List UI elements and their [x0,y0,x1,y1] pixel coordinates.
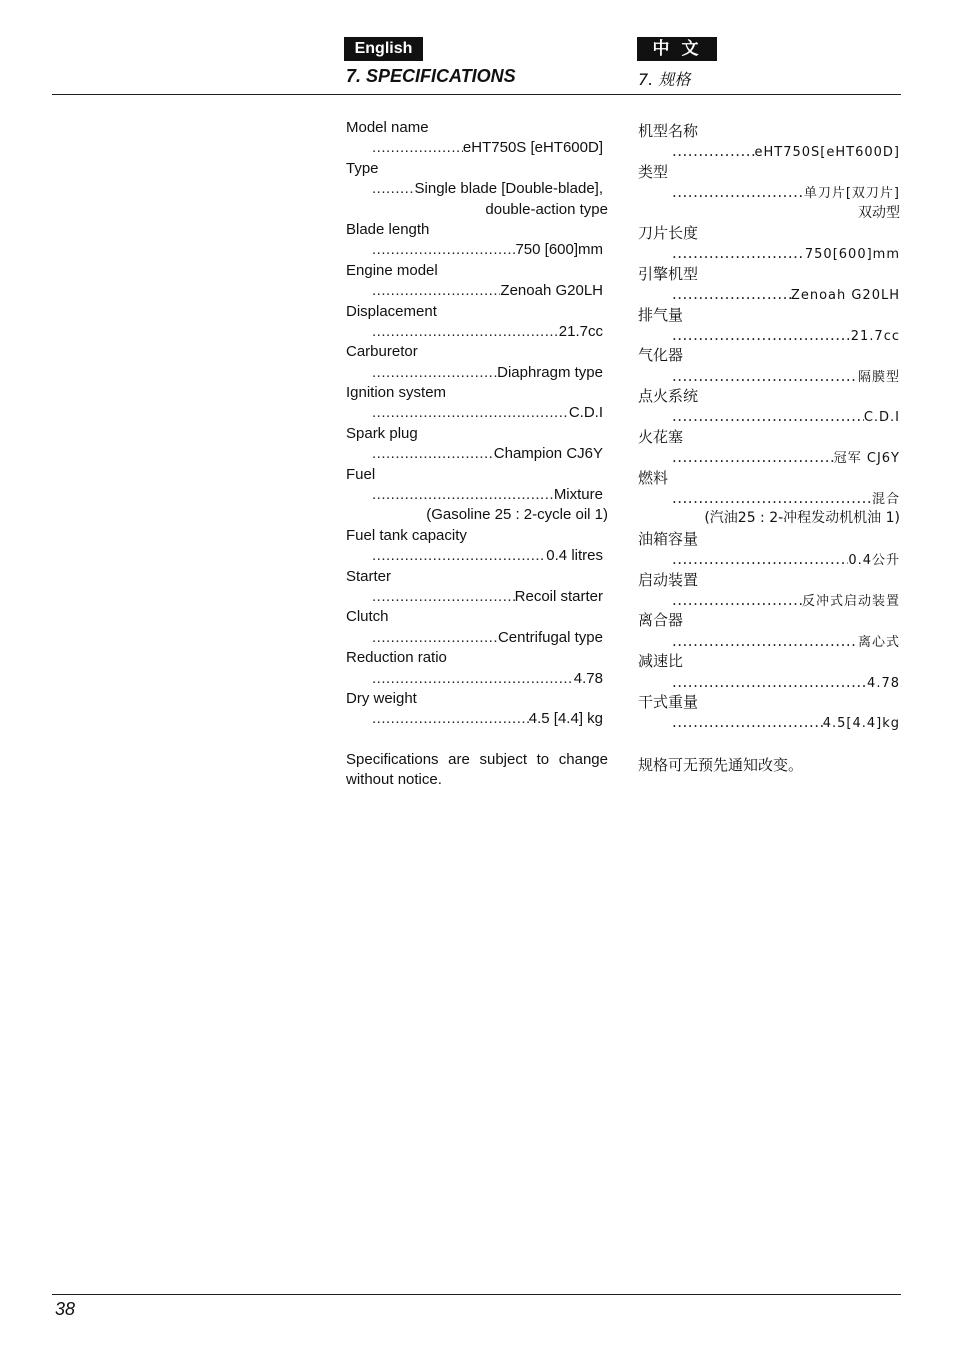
spec-value: 21.7cc [558,322,603,340]
spec-value: 4.78 [867,675,900,691]
spec-item [638,529,900,570]
spec-label: 减速比 [638,652,684,671]
dot-leader [672,284,791,304]
spec-item [346,342,608,383]
page-number: 38 [55,1299,76,1319]
spec-label: 机型名称 [638,122,699,140]
spec-value: 混合 [871,492,900,508]
spec-label: Engine model [346,261,438,279]
spec-label: Clutch [346,608,389,626]
spec-label: 刀片长度 [638,223,699,242]
spec-value: Zenoah G20LH [790,288,900,304]
spec-notice-chinese: 规格可无预先通知改变。 [638,755,804,774]
dot-leader [672,406,864,426]
spec-value-row [372,628,603,648]
spec-label: Reduction ratio [346,649,447,667]
spec-value: 0.4公升 [848,553,900,569]
section-title-chinese: 7. 规格 [638,70,691,89]
spec-label: Spark plug [346,424,418,442]
spec-value-row [672,672,900,692]
spec-value: 21.7cc [850,328,900,344]
spec-item [638,570,900,611]
spec-label: 气化器 [638,346,684,365]
spec-item [638,345,900,386]
spec-label: 类型 [638,162,669,181]
footer-divider [52,1294,901,1295]
dot-leader [372,138,463,158]
spec-value-row [372,485,603,505]
spec-value-row [372,322,603,342]
spec-value: Single blade [Double-blade], [414,180,603,198]
dot-leader [672,590,802,610]
spec-value: 0.4 litres [546,547,603,565]
dot-leader [372,709,529,729]
spec-value-continuation: (Gasoline 25 : 2-cycle oil 1) [426,506,608,524]
spec-value-row [372,403,603,423]
spec-value-row [372,138,603,158]
spec-value: 750[600]mm [804,247,900,263]
spec-value: 单刀片[双刀片] [803,186,900,202]
spec-value-continuation: (汽油25 : 2-冲程发动机机油 1) [704,510,900,527]
spec-value-row [672,406,900,426]
spec-value-continuation: double-action type [485,200,608,218]
spec-value-row [372,546,603,566]
spec-value-row [372,444,603,464]
spec-label: 离合器 [638,611,684,630]
spec-label: Fuel tank capacity [346,526,467,544]
dot-leader [372,546,546,566]
spec-item [346,648,608,689]
spec-item [346,220,608,261]
spec-list-chinese [638,121,900,775]
spec-value: Diaphragm type [497,363,603,381]
spec-value: C.D.I [863,410,900,426]
spec-item [346,607,608,648]
spec-value-row [372,281,603,301]
spec-value-row [672,141,900,161]
spec-value-row [672,631,900,651]
spec-value: 4.5 [4.4] kg [528,710,603,728]
spec-item [346,383,608,424]
spec-value-row [672,549,900,569]
spec-item [346,424,608,465]
dot-leader [372,485,554,505]
dot-leader [672,141,755,161]
spec-item [346,567,608,608]
spec-item [638,610,900,651]
dot-leader [672,243,805,263]
spec-label: 点火系统 [638,387,699,406]
spec-value-row [672,488,900,508]
dot-leader [672,549,848,569]
spec-label: Starter [346,567,392,585]
spec-label: 干式重量 [638,692,699,711]
dot-leader [672,488,872,508]
spec-item [346,689,608,730]
spec-value-row [372,363,603,383]
spec-label: Ignition system [346,384,447,402]
spec-value-row [372,240,603,260]
spec-item [638,264,900,305]
spec-item [638,121,900,162]
section-title-english: 7. SPECIFICATIONS [346,66,516,86]
spec-item [638,692,900,733]
spec-value: Champion CJ6Y [493,445,603,463]
spec-value-continuation: 双动型 [858,204,900,221]
spec-item [638,305,900,346]
spec-value: C.D.I [568,404,603,422]
spec-value: Zenoah G20LH [500,282,603,300]
dot-leader [672,447,834,467]
spec-value-row [672,590,900,610]
dot-leader [672,366,858,386]
dot-leader [372,179,415,199]
spec-label: 排气量 [638,305,684,324]
spec-value: 4.5[4.4]kg [822,716,900,732]
spec-value-row [672,366,900,386]
spec-label: Type [346,159,379,177]
language-badge-chinese: 中 文 [637,37,717,61]
dot-leader [372,403,569,423]
dot-leader [372,322,559,342]
spec-label: Carburetor [346,343,418,361]
spec-item [638,427,900,468]
spec-label: 引擎机型 [638,264,699,283]
spec-value-row [672,447,900,467]
spec-list-english [346,118,608,791]
spec-item [638,468,900,529]
spec-label: 燃料 [638,468,669,487]
dot-leader [372,669,574,689]
header-divider [52,94,901,95]
spec-label: 启动装置 [638,570,699,589]
dot-leader [672,325,851,345]
spec-value: 反冲式启动装置 [801,593,900,609]
spec-value: 4.78 [573,669,603,687]
spec-value: Mixture [553,486,603,504]
spec-value-row [372,709,603,729]
spec-item [346,465,608,526]
spec-item [346,261,608,302]
spec-value-row [672,182,900,202]
spec-item [638,223,900,264]
spec-value: 隔膜型 [857,369,900,385]
dot-leader [372,240,515,260]
dot-leader [672,672,867,692]
spec-item [346,118,608,159]
spec-item [638,386,900,427]
dot-leader [372,444,494,464]
spec-label: Displacement [346,302,437,320]
spec-item [638,162,900,223]
spec-label: 油箱容量 [638,529,699,548]
spec-value: eHT750S [eHT600D] [462,139,603,157]
spec-value: 离心式 [857,634,900,650]
spec-item [346,302,608,343]
dot-leader [372,281,500,301]
spec-value: Recoil starter [514,587,603,605]
dot-leader [372,587,515,607]
spec-label: 火花塞 [638,427,684,446]
language-badge-english: English [344,37,423,61]
spec-value: eHT750S[eHT600D] [754,145,900,161]
spec-value: Centrifugal type [497,628,603,646]
spec-label: Blade length [346,220,430,238]
spec-value: 冠军 CJ6Y [833,451,900,467]
spec-value: 750 [600]mm [515,241,603,259]
spec-value-row [372,179,603,199]
spec-value-row [672,243,900,263]
spec-label: Dry weight [346,689,417,707]
dot-leader [372,628,498,648]
spec-value-row [672,284,900,304]
dot-leader [372,363,497,383]
dot-leader [672,712,823,732]
dot-leader [672,631,858,651]
spec-item [346,526,608,567]
spec-value-row [372,669,603,689]
spec-value-row [672,712,900,732]
dot-leader [672,182,804,202]
spec-label: Fuel [346,465,376,483]
spec-label: Model name [346,119,429,136]
spec-item [346,159,608,220]
spec-notice-english: Specifications are subject to change without notice. [346,750,608,789]
spec-value-row [372,587,603,607]
spec-value-row [672,325,900,345]
spec-item [638,651,900,692]
